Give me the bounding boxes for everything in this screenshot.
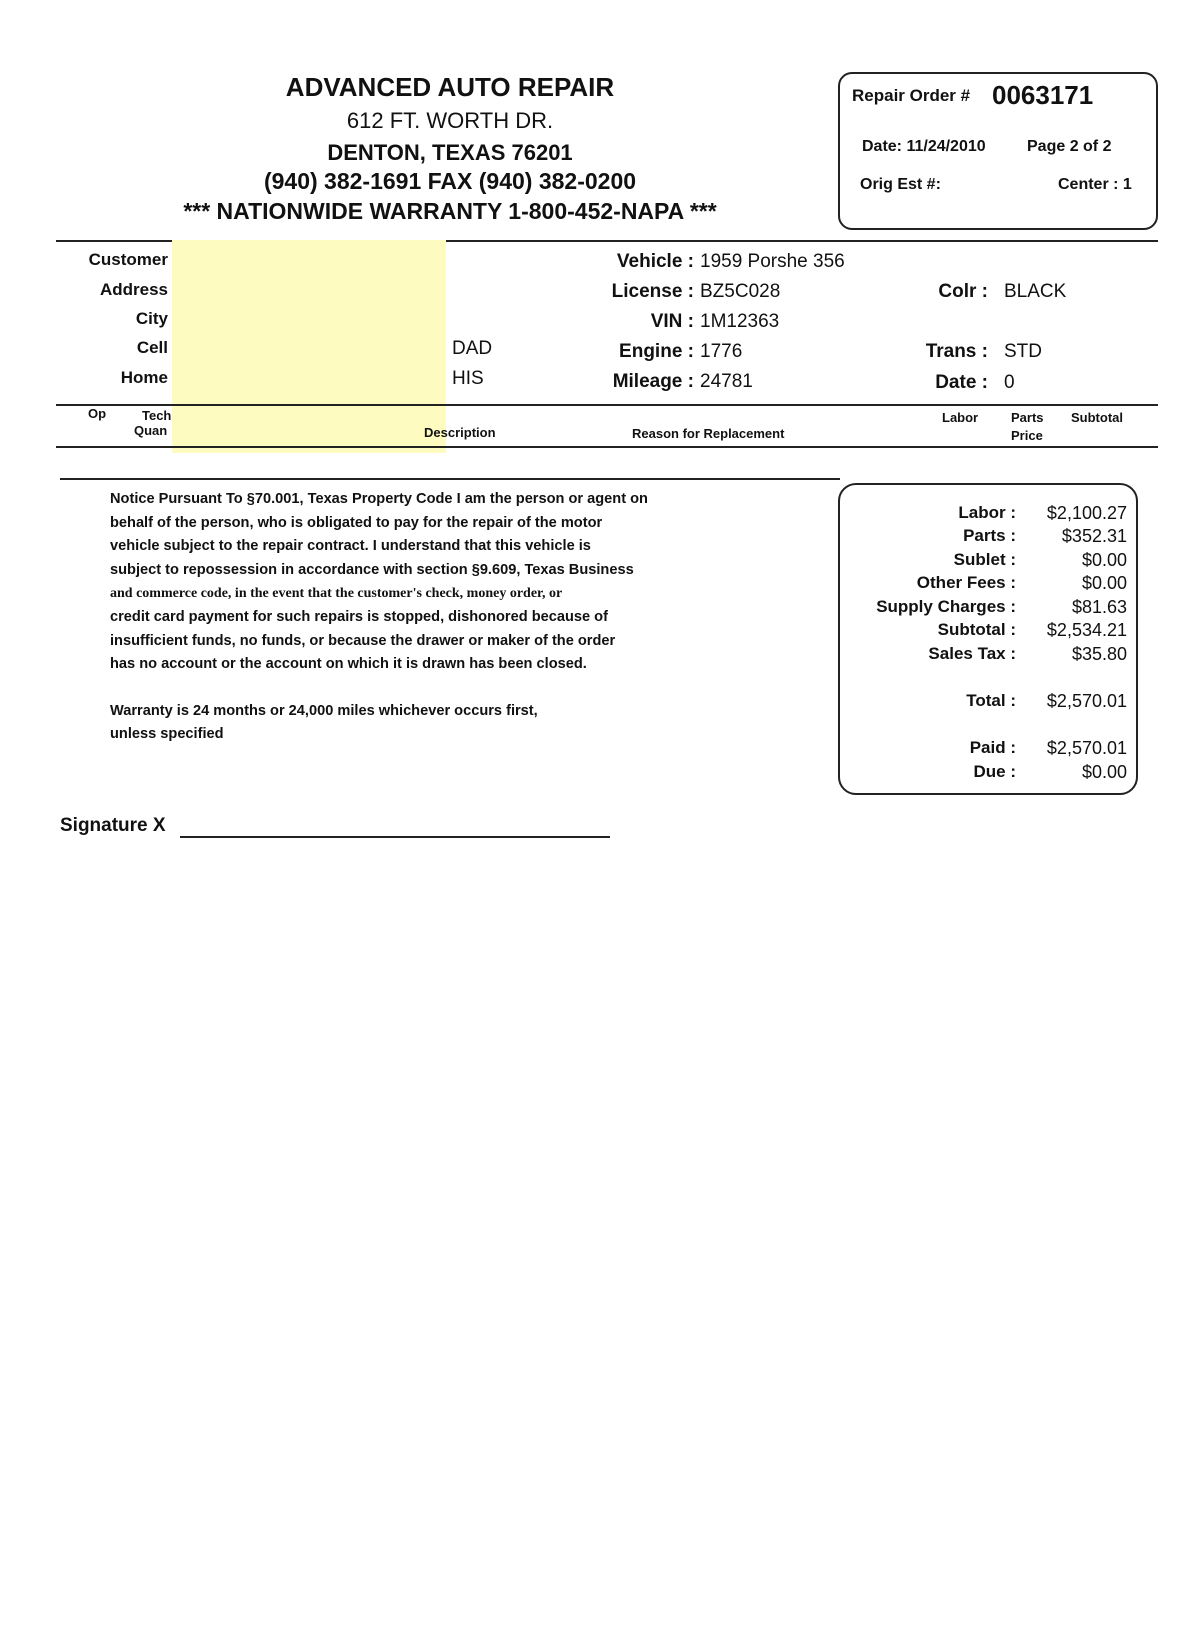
home-label: Home <box>120 368 168 387</box>
sublet-value: $0.00 <box>1081 550 1127 570</box>
sales-tax-label: Sales Tax : <box>928 644 1016 663</box>
notice-line: credit card payment for such repairs is stopped, dishonored because of <box>110 608 608 625</box>
cell-extra: DAD <box>452 338 493 359</box>
repair-order-label: Repair Order # <box>852 86 971 105</box>
trans-label: Trans : <box>925 341 988 362</box>
supply-charges-label: Supply Charges : <box>876 597 1016 616</box>
license-value: BZ5C028 <box>700 281 781 302</box>
signature-label: Signature X <box>60 815 166 836</box>
parts-total-label: Parts : <box>963 526 1016 545</box>
notice-line: and commerce code, in the event that the customer's check, money order, or <box>110 586 563 602</box>
due-label: Due : <box>973 762 1016 781</box>
subtotal-label: Subtotal : <box>937 620 1016 639</box>
date-label: Date : <box>935 372 988 393</box>
total-label: Total : <box>966 691 1016 710</box>
labor-total-value: $2,100.27 <box>1046 503 1127 523</box>
signature-line[interactable] <box>180 836 610 838</box>
labor-total-label: Labor : <box>958 503 1016 522</box>
shop-warranty-line: *** NATIONWIDE WARRANTY 1-800-452-NAPA *** <box>183 198 717 224</box>
parts-total-value: $352.31 <box>1061 526 1127 546</box>
license-label: License : <box>611 281 694 302</box>
notice-line: has no account or the account on which it is drawn has been closed. <box>110 656 587 673</box>
warranty-note-line: unless specified <box>110 726 224 742</box>
address-label: Address <box>99 280 168 299</box>
notice-line: insufficient funds, no funds, or because the drawer or maker of the order <box>110 632 616 649</box>
sublet-label: Sublet : <box>953 550 1016 569</box>
engine-label: Engine : <box>619 341 694 362</box>
redaction-block <box>172 240 446 453</box>
repair-order-center: Center : 1 <box>1058 176 1132 193</box>
column-parts: Parts <box>1011 410 1044 425</box>
shop-address-line1: 612 FT. WORTH DR. <box>346 108 554 133</box>
columns-bottom-divider <box>56 446 1158 448</box>
total-value: $2,570.01 <box>1046 691 1127 711</box>
cell-label: Cell <box>136 338 168 357</box>
supply-charges-value: $81.63 <box>1071 597 1127 617</box>
subtotal-value: $2,534.21 <box>1046 620 1127 640</box>
shop-name: ADVANCED AUTO REPAIR <box>285 72 615 102</box>
shop-phone-line: (940) 382-1691 FAX (940) 382-0200 <box>263 168 637 194</box>
warranty-note <box>110 700 710 746</box>
repair-order-page: Page 2 of 2 <box>1027 138 1112 155</box>
column-price: Price <box>1011 428 1043 443</box>
paid-value: $2,570.01 <box>1046 738 1127 758</box>
customer-label: Customer <box>88 250 168 269</box>
shop-address-line2: DENTON, TEXAS 76201 <box>327 140 573 165</box>
column-op: Op <box>88 406 107 421</box>
notice-divider <box>60 478 840 480</box>
warranty-note-line: Warranty is 24 months or 24,000 miles whichever occurs first, <box>110 703 538 719</box>
notice-line: vehicle subject to the repair contract. I understand that this vehicle is <box>110 538 591 555</box>
column-description: Description <box>424 425 496 440</box>
home-extra: HIS <box>452 368 484 389</box>
notice-line: subject to repossession in accordance with section §9.609, Texas Business <box>110 561 634 578</box>
other-fees-value: $0.00 <box>1081 573 1127 593</box>
sales-tax-value: $35.80 <box>1071 644 1127 664</box>
vehicle-value: 1959 Porshe 356 <box>700 251 845 272</box>
repossession-notice <box>110 488 720 677</box>
engine-value: 1776 <box>700 341 743 362</box>
notice-line: behalf of the person, who is obligated to pay for the repair of the motor <box>110 514 603 531</box>
columns-top-divider <box>56 404 1158 406</box>
column-quan: Quan <box>134 423 168 438</box>
mileage-label: Mileage : <box>612 371 694 392</box>
repair-order-orig-est: Orig Est #: <box>860 176 941 193</box>
column-labor: Labor <box>942 410 979 425</box>
date-value: 0 <box>1004 372 1015 393</box>
column-subtotal: Subtotal <box>1071 410 1123 425</box>
color-value: BLACK <box>1004 281 1067 302</box>
vin-value: 1M12363 <box>700 311 780 332</box>
repair-order-date: Date: 11/24/2010 <box>862 138 986 155</box>
other-fees-label: Other Fees : <box>916 573 1016 592</box>
paid-label: Paid : <box>969 738 1016 757</box>
trans-value: STD <box>1004 341 1042 362</box>
column-tech: Tech <box>142 408 172 423</box>
color-label: Colr : <box>938 281 988 302</box>
notice-line: Notice Pursuant To §70.001, Texas Property Code I am the person or agent on <box>110 491 648 507</box>
due-value: $0.00 <box>1081 762 1127 782</box>
column-reason: Reason for Replacement <box>632 426 785 441</box>
vehicle-label: Vehicle : <box>616 251 694 272</box>
mileage-value: 24781 <box>700 371 753 392</box>
repair-order-number: 0063171 <box>992 80 1094 110</box>
city-label: City <box>135 309 168 328</box>
vin-label: VIN : <box>650 311 694 332</box>
